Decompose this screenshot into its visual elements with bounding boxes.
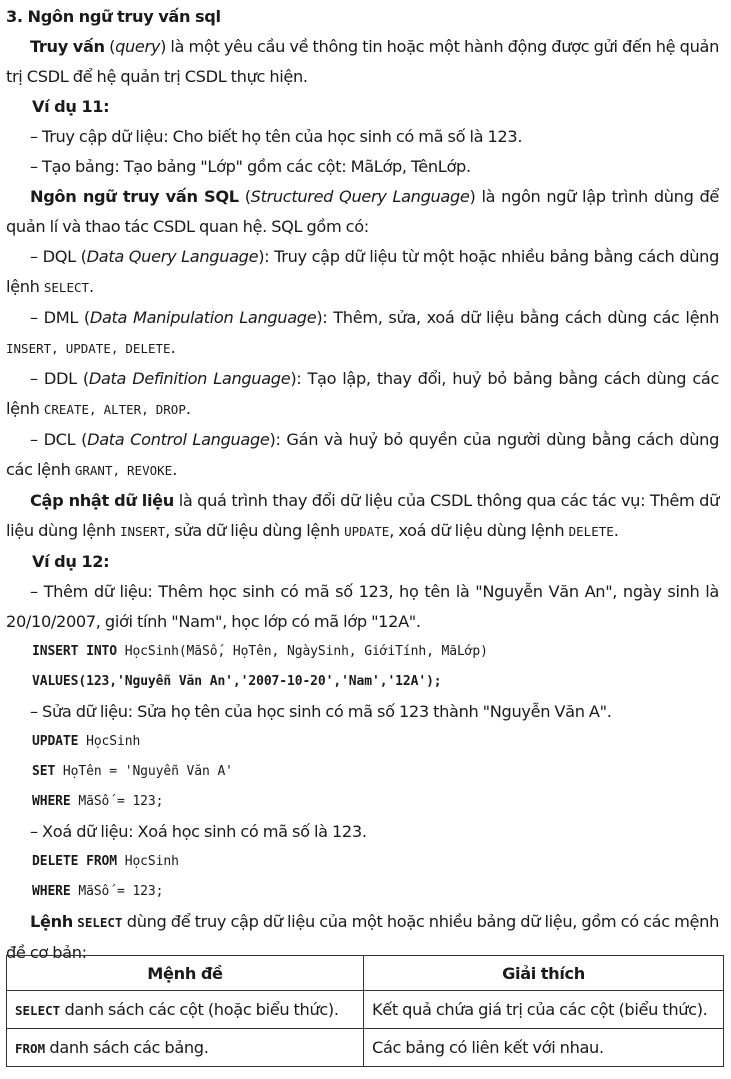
code-line: WHERE MãSố = 123; — [32, 884, 164, 899]
select-description: Lệnh SELECT dùng để truy cập dữ liệu của một hoặc nhiều bảng dữ liệu, gồm có các mệnh đề cơ bản: — [6, 912, 719, 962]
code-line: UPDATE HọcSinh — [32, 734, 141, 749]
example-11-line: – Truy cập dữ liệu: Cho biết họ tên của học sinh có mã số là 123. — [30, 127, 523, 146]
table-cell: FROM danh sách các bảng. — [7, 1029, 364, 1067]
term-query: Truy vấn — [30, 37, 105, 56]
update-definition: Cập nhật dữ liệu là quá trình thay đổi dữ liệu của CSDL thông qua các tác vụ: Thêm dữ liệu dùng lệnh INSERT, sửa dữ liệu dùng lệnh UPDATE, xoá dữ liệu dùng lệnh DELETE. — [6, 491, 719, 540]
table-header-row — [7, 956, 724, 991]
section-title: 3. Ngôn ngữ truy vấn sql — [6, 7, 221, 26]
code-line: SET HọTên = 'Nguyễn Văn A' — [32, 764, 233, 779]
example-12-title: Ví dụ 12: — [32, 552, 110, 571]
code-line: INSERT INTO HọcSinh(MãSố, HọTên, NgàySinh, GiớiTính, MãLớp) — [32, 644, 488, 659]
code-line: WHERE MãSố = 123; — [32, 794, 164, 809]
table-cell: SELECT danh sách các cột (hoặc biểu thức). — [7, 991, 364, 1029]
insert-description: – Thêm dữ liệu: Thêm học sinh có mã số 123, họ tên là "Nguyễn Văn An", ngày sinh là 20/10/2007, giới tính "Nam", học lớp có mã lớp "12A". — [6, 582, 719, 631]
query-definition: Truy vấn (query) là một yêu cầu về thông tin hoặc một hành động được gửi đến hệ quản trị CSDL để hệ quản trị CSDL thực hiện. — [6, 37, 719, 86]
table-header: Giải thích — [364, 956, 724, 991]
delete-description: – Xoá dữ liệu: Xoá học sinh có mã số là 123. — [30, 822, 367, 841]
table-row — [7, 1029, 724, 1067]
dcl-item: – DCL (Data Control Language): Gán và huỷ bỏ quyền của người dùng bằng cách dùng các lệnh GRANT, REVOKE. — [6, 430, 719, 479]
table-header: Mệnh đề — [7, 956, 364, 991]
sql-definition: Ngôn ngữ truy vấn SQL (Structured Query Language) là ngôn ngữ lập trình dùng để quản lí và thao tác CSDL quan hệ. SQL gồm có: — [6, 187, 719, 236]
table-cell: Các bảng có liên kết với nhau. — [364, 1029, 724, 1067]
table-cell: Kết quả chứa giá trị của các cột (biểu thức). — [364, 991, 724, 1029]
dql-item: – DQL (Data Query Language): Truy cập dữ liệu từ một hoặc nhiều bảng bằng cách dùng lệnh SELECT. — [6, 247, 719, 296]
ddl-item: – DDL (Data Definition Language): Tạo lập, thay đổi, huỷ bỏ bảng bằng cách dùng các lệnh CREATE, ALTER, DROP. — [6, 369, 719, 418]
code-line: VALUES(123,'Nguyễn Văn An','2007-10-20','Nam','12A'); — [32, 674, 442, 689]
dml-item: – DML (Data Manipulation Language): Thêm, sửa, xoá dữ liệu bằng cách dùng các lệnh INSERT, UPDATE, DELETE. — [6, 308, 719, 357]
example-11-line: – Tạo bảng: Tạo bảng "Lớp" gồm các cột: MãLớp, TênLớp. — [30, 157, 471, 176]
clause-table — [6, 955, 724, 1067]
code-line: DELETE FROM HọcSinh — [32, 854, 179, 869]
update-description: – Sửa dữ liệu: Sửa họ tên của học sinh có mã số 123 thành "Nguyễn Văn A". — [30, 702, 612, 721]
example-11-title: Ví dụ 11: — [32, 97, 110, 116]
table-row — [7, 991, 724, 1029]
